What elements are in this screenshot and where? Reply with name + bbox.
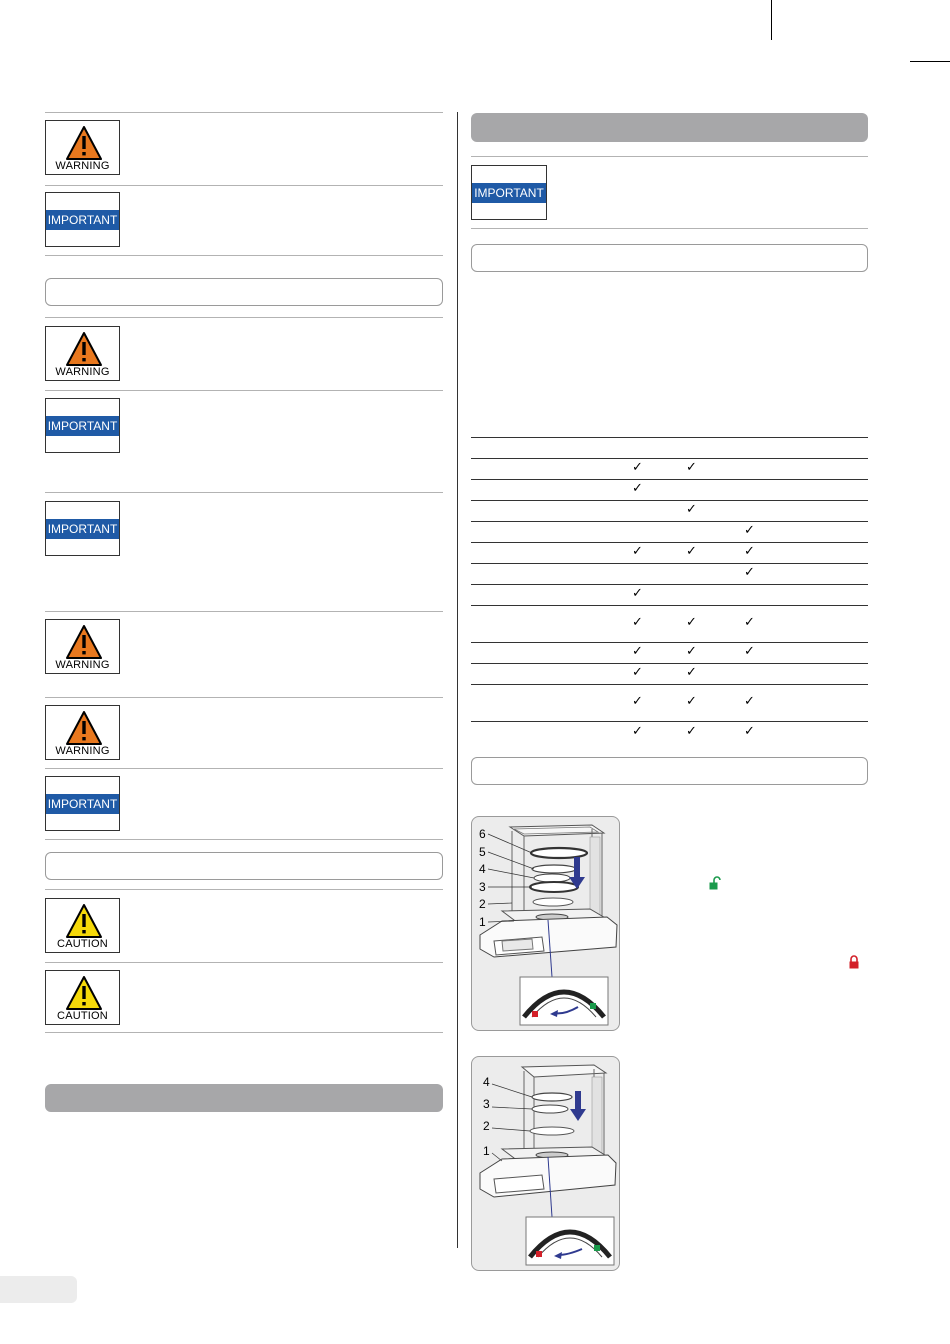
separator — [45, 962, 443, 963]
important-sign — [471, 165, 547, 220]
separator — [45, 839, 443, 840]
important-sign — [45, 776, 120, 831]
table-rule — [471, 642, 868, 643]
check-mark-icon: ✓ — [632, 665, 643, 680]
crop-mark-top — [771, 0, 772, 40]
separator — [471, 156, 868, 157]
important-label: IMPORTANT — [46, 210, 119, 230]
check-mark-icon: ✓ — [686, 502, 697, 517]
warning-triangle-icon — [65, 624, 103, 660]
figure1-callout-1: 1 — [479, 915, 486, 929]
check-mark-icon: ✓ — [744, 544, 755, 559]
lock-icon — [848, 955, 860, 969]
check-mark-icon: ✓ — [686, 615, 697, 630]
table-rule — [471, 721, 868, 722]
caution-triangle-icon — [65, 975, 103, 1011]
figure1-callout-6: 6 — [479, 827, 486, 841]
check-mark-icon: ✓ — [632, 544, 643, 559]
section-heading-box — [45, 852, 443, 880]
important-label: IMPORTANT — [46, 519, 119, 539]
caution-sign — [45, 898, 120, 953]
warning-triangle-icon — [65, 331, 103, 367]
figure1-callout-2: 2 — [479, 897, 486, 911]
check-mark-icon: ✓ — [632, 586, 643, 601]
warning-label: WARNING — [55, 745, 110, 757]
check-mark-icon: ✓ — [632, 615, 643, 630]
check-mark-icon: ✓ — [744, 615, 755, 630]
warning-label: WARNING — [55, 366, 110, 378]
warning-sign — [45, 705, 120, 760]
warning-triangle-icon — [65, 125, 103, 161]
page-number-tab — [0, 1276, 77, 1303]
check-mark-icon: ✓ — [686, 644, 697, 659]
figure-draft-shield-large — [471, 816, 620, 1031]
check-mark-icon: ✓ — [632, 694, 643, 709]
section-bar — [471, 113, 868, 142]
separator — [45, 185, 443, 186]
separator — [45, 697, 443, 698]
separator — [45, 492, 443, 493]
check-mark-icon: ✓ — [632, 724, 643, 739]
check-mark-icon: ✓ — [744, 565, 755, 580]
important-label: IMPORTANT — [46, 416, 119, 436]
section-heading-box — [471, 244, 868, 272]
check-mark-icon: ✓ — [632, 644, 643, 659]
balance-illustration — [472, 817, 620, 1031]
separator — [45, 390, 443, 391]
crop-mark-right — [910, 61, 950, 62]
figure2-callout-3: 3 — [483, 1097, 490, 1111]
important-label: IMPORTANT — [472, 183, 546, 203]
check-mark-icon: ✓ — [744, 724, 755, 739]
separator — [45, 611, 443, 612]
check-mark-icon: ✓ — [632, 481, 643, 496]
figure1-callout-5: 5 — [479, 845, 486, 859]
separator — [45, 1032, 443, 1033]
warning-triangle-icon — [65, 710, 103, 746]
table-rule — [471, 684, 868, 685]
table-rule — [471, 500, 868, 501]
table-rule — [471, 458, 868, 459]
warning-sign — [45, 120, 120, 175]
unlock-icon — [709, 876, 721, 890]
important-sign — [45, 192, 120, 247]
check-mark-icon: ✓ — [686, 665, 697, 680]
table-rule — [471, 563, 868, 564]
figure-draft-shield-small — [471, 1056, 620, 1271]
caution-label: CAUTION — [57, 938, 108, 950]
check-mark-icon: ✓ — [632, 460, 643, 475]
separator — [45, 255, 443, 256]
section-heading-box — [45, 278, 443, 306]
section-heading-box — [471, 757, 868, 785]
important-label: IMPORTANT — [46, 794, 119, 814]
figure2-callout-2: 2 — [483, 1119, 490, 1133]
important-sign — [45, 501, 120, 556]
figure2-callout-1: 1 — [483, 1144, 490, 1158]
table-rule — [471, 663, 868, 664]
table-rule — [471, 542, 868, 543]
figure1-callout-4: 4 — [479, 862, 486, 876]
check-mark-icon: ✓ — [744, 644, 755, 659]
caution-sign — [45, 970, 120, 1025]
check-mark-icon: ✓ — [686, 694, 697, 709]
check-mark-icon: ✓ — [686, 544, 697, 559]
check-mark-icon: ✓ — [686, 460, 697, 475]
check-mark-icon: ✓ — [686, 724, 697, 739]
figure2-callout-4: 4 — [483, 1075, 490, 1089]
section-bar — [45, 1084, 443, 1112]
table-rule — [471, 584, 868, 585]
column-divider — [457, 112, 458, 1248]
table-rule — [471, 605, 868, 606]
separator — [471, 228, 868, 229]
figure1-callout-3: 3 — [479, 880, 486, 894]
check-mark-icon: ✓ — [744, 523, 755, 538]
check-mark-icon: ✓ — [744, 694, 755, 709]
warning-label: WARNING — [55, 160, 110, 172]
caution-label: CAUTION — [57, 1010, 108, 1022]
caution-triangle-icon — [65, 903, 103, 939]
important-sign — [45, 398, 120, 453]
separator — [45, 768, 443, 769]
warning-sign — [45, 326, 120, 381]
separator — [45, 889, 443, 890]
table-rule — [471, 521, 868, 522]
separator — [45, 112, 443, 113]
table-rule — [471, 479, 868, 480]
separator — [45, 317, 443, 318]
balance-illustration — [472, 1057, 620, 1271]
warning-sign — [45, 619, 120, 674]
warning-label: WARNING — [55, 659, 110, 671]
table-rule — [471, 437, 868, 438]
